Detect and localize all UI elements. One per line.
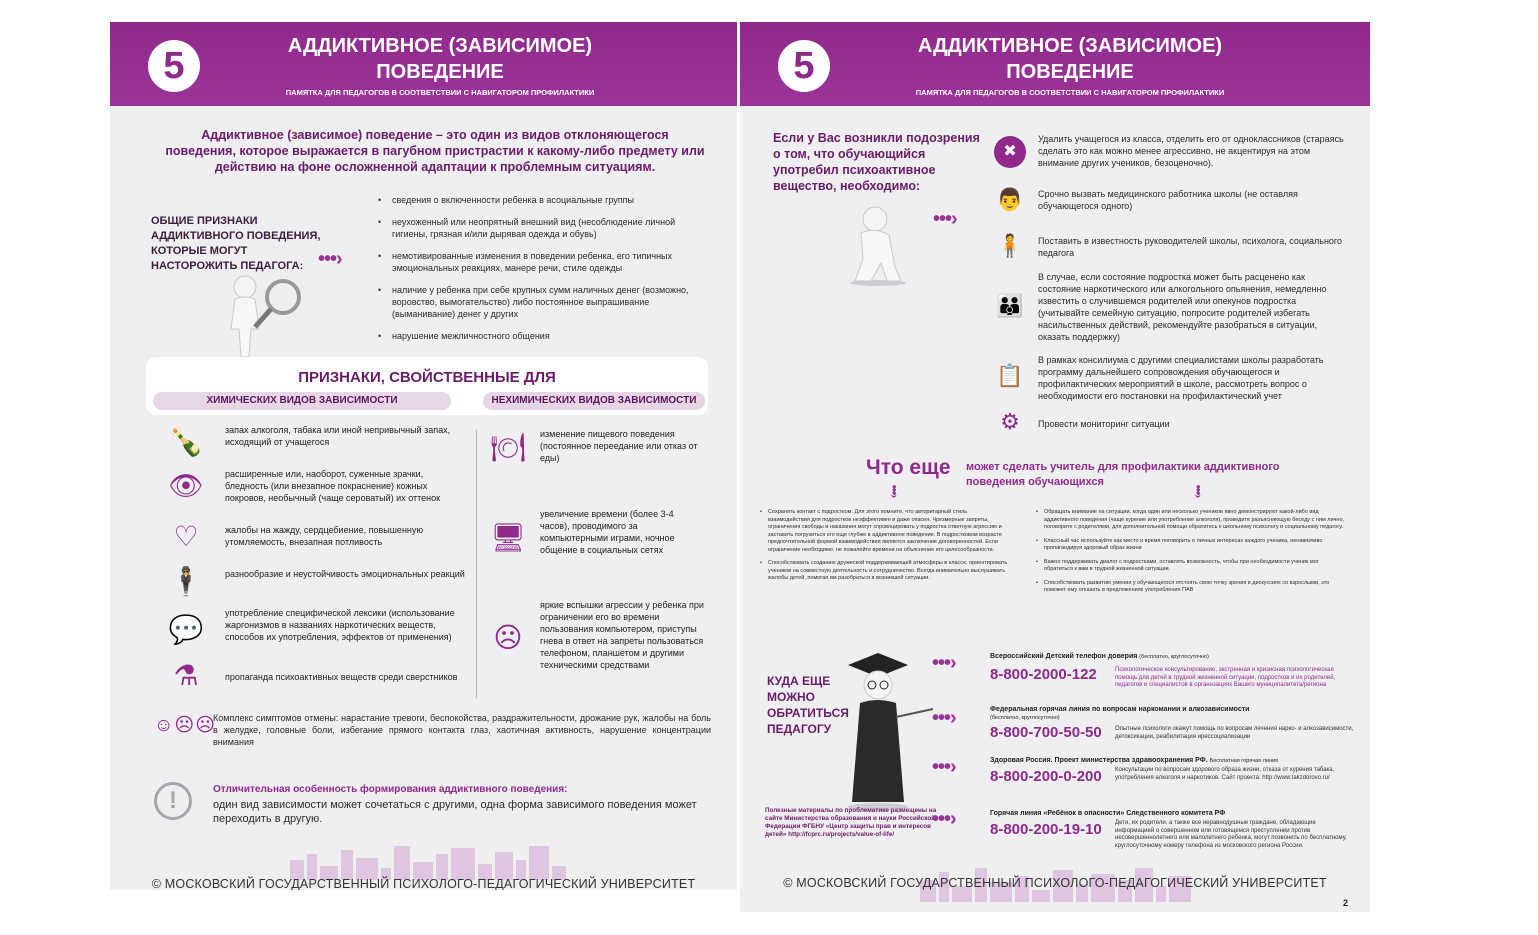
hotline-name: Здоровая Россия. Проект министерства здравоохранения РФ. (990, 757, 1208, 764)
list-item: • наличие у ребенка при себе крупных сумм наличных денег (возможно, воровство, вымогательство) либо постоянное выпрашивание (выманивание) денег у других (378, 284, 708, 320)
dotted-arrow-icon: •••› (932, 808, 956, 830)
down-arrow-icon: •••› (1191, 484, 1206, 498)
tips-right (1036, 509, 1346, 601)
hotline-desc: Дети, их родители, а также все неравнодушные граждане, обладающие информацией о совершенном или готовящемся преступлении против несовершеннолетнего или малолетнего ребенка, могут позвонить по бесплатному, круглосуточному номеру телефона из московского региона России. (1115, 820, 1347, 849)
doctor-icon: 👨 (996, 187, 1024, 212)
hotline-desc: Консультации по вопросам здорового образа жизни, отказа от курения табака, употребления алкоголя и наркотиков. Сайт проекта: http://www.takzdorovo.ru/ (1115, 767, 1335, 781)
list-item: • Обращать внимание на ситуации, когда один или несколько учеников явно демонстрируют какой-либо вид аддиктивного поведения (чаще курение или употребление алкоголя), проведите разъясняющую беседу с ним лично, поговорите с родителями, для дополнительной помощи обратитесь к школьному психологу и социальному педагогу. (1036, 509, 1346, 532)
list-item: • Важно поддерживать диалог с подростками, оставлять возможность, чтобы при необходимости ученик мог обратиться к вам в трудной жизненной ситуации. (1036, 559, 1346, 574)
where-title: КУДА ЕЩЕ МОЖНО ОБРАТИТЬСЯ ПЕДАГОГУ (767, 674, 849, 736)
left-title-line1: АДДИКТИВНОЕ (ЗАВИСИМОЕ) (287, 35, 593, 57)
chem-sign: расширенные или, наоборот, суженные зрачки, бледность (или внезапное покраснение) кожных покровов, необычный (чаще сероватый) их оттенок (225, 469, 441, 503)
nonchem-sign: изменение пищевого поведения (постоянное переедание или отказ от еды) (540, 429, 698, 463)
right-footer: © МОСКОВСКИЙ ГОСУДАРСТВЕННЫЙ ПСИХОЛОГО-ПЕДАГОГИЧЕСКИЙ УНИВЕРСИТЕТ (783, 876, 1327, 890)
person-icon: 🕴 (168, 566, 204, 597)
divider (476, 430, 477, 698)
checklist-icon: 📋 (996, 363, 1024, 388)
list-item: • сведения о включенности ребенка в асоциальные группы (378, 194, 708, 206)
channel5-logo: 5 (778, 40, 830, 92)
feature-title: Отличительная особенность формирования аддиктивного поведения: (213, 784, 568, 795)
hotline-note: (бесплатно, круглосуточно) (990, 715, 1060, 721)
graduate-figure-illustration (838, 647, 933, 812)
withdrawal-text: Комплекс симптомов отмены: нарастание тревоги, беспокойства, раздражительности, дрожание рук, жалобы на боль в желудке, головные боли, избегание прямого контакта глаз, хаотичная активность, нарушение концентрации внимания (213, 713, 711, 747)
chem-sign: пропаганда психоактивных веществ среди сверстников (225, 672, 458, 682)
exclamation-icon: ! (154, 782, 192, 820)
left-title-line2: ПОВЕДЕНИЕ (376, 61, 504, 83)
computer-icon: 🖥 (490, 522, 526, 553)
bottle-icon: 🍾 (168, 426, 204, 457)
right-title-line2: ПОВЕДЕНИЕ (1006, 61, 1134, 83)
family-icon: 👪 (996, 293, 1024, 318)
nonchem-sign: увеличение времени (более 3-4 часов), проводимого за компьютерными играми, ночное общение в социальных сетях (540, 509, 675, 555)
down-arrow-icon: •••› (887, 484, 902, 498)
list-item: • Сохранять контакт с подростком. Для этого помните, что авторитарный стиль взаимодействия для подростков неэффективен и даже опасен. Чрезмерные запреты, ограничения свободы и наказания могут спровоцировать у подростка ответную агрессию и заставить погрузиться его еще глубже в аддиктивное поведение. В подростковом возрасте предпочтительной формой взаимодействия является заключение договоренностей. Если ограничение необходимо, не пожалейте времени на объяснение его целесообразности. (760, 509, 1010, 554)
heart-icon: ♡ (173, 521, 199, 552)
flask-icon: ⚗ (173, 660, 199, 691)
hotline-note: Бесплатная горячая линия (1209, 758, 1279, 764)
hotline-name: Федеральная горячая линия по вопросам наркомании и алкозависимости (990, 706, 1250, 713)
sitting-figure-illustration (843, 197, 913, 287)
action-step: Удалить учащегося из класса, отделить его от одноклассников (стараясь сделать это как можно менее агрессивно, не акцентируя на этом внимание других учеников, безоценочно). (1038, 134, 1344, 168)
speech-icon: 💬 (168, 614, 204, 645)
hotline (990, 756, 1335, 785)
feature-block (213, 784, 708, 826)
right-header (740, 22, 1370, 106)
dotted-arrow-icon: •••› (933, 208, 957, 230)
magnifier-figure-illustration (205, 267, 315, 367)
list-item: • Классный час используйте как место и время поговорить о личных интересах каждого ученика, ненавязчиво пропагандируя здоровый образ жизни (1036, 538, 1346, 553)
teacher-icon: 🧍 (996, 233, 1024, 258)
chem-sign: запах алкоголя, табака или иной непривычный запах, исходящий от учащегося (225, 425, 451, 447)
right-title-line1: АДДИКТИВНОЕ (ЗАВИСИМОЕ) (917, 35, 1223, 57)
channel5-logo: 5 (148, 40, 200, 92)
monitor-gear-icon: ⚙ (1000, 409, 1020, 434)
what-else-title: Что еще (866, 456, 951, 479)
close-icon: ✖ (994, 136, 1026, 168)
eye-icon: 👁 (168, 470, 204, 501)
materials-text: Полезные материалы по проблематике размещены на сайте Министерства образования и науки Российской Федерации ФГБНУ «Центр защиты прав и интересов детей» http://fcprc.ru/projects/value-of-life/ (765, 807, 937, 838)
dotted-arrow-icon: •••› (318, 248, 342, 270)
hotline (990, 809, 1347, 849)
chemical-header: ХИМИЧЕСКИХ ВИДОВ ЗАВИСИМОСТИ (153, 392, 451, 410)
hotline-phone[interactable]: 8-800-700-50-50 (990, 724, 1102, 741)
action-step: В рамках консилиума с другими специалистами школы разработать программу дальнейшего сопровождения обучающегося и профилактических мероприятий в школе, рассмотреть вопрос о необходимости его постановки на профилактический учет (1038, 355, 1324, 401)
tips-left (760, 509, 1010, 589)
hotline-phone[interactable]: 8-800-200-0-200 (990, 768, 1102, 785)
action-step: Провести мониторинг ситуации (1038, 419, 1170, 429)
hotline-name: Всероссийский Детский телефон доверия (990, 653, 1138, 660)
signs-title: ПРИЗНАКИ, СВОЙСТВЕННЫЕ ДЛЯ (298, 369, 556, 386)
common-signs-title: ОБЩИЕ ПРИЗНАКИ АДДИКТИВНОГО ПОВЕДЕНИЯ, КОТОРЫЕ МОГУТ НАСТОРОЖИТЬ ПЕДАГОГА: (151, 215, 321, 272)
hotline-phone[interactable]: 8-800-2000-122 (990, 666, 1097, 683)
left-subtitle: ПАМЯТКА ДЛЯ ПЕДАГОГОВ В СООТВЕТСТВИИ С НАВИГАТОРОМ ПРОФИЛАКТИКИ (285, 88, 595, 97)
action-step: Поставить в известность руководителей школы, психолога, социального педагога (1038, 236, 1343, 258)
right-subtitle: ПАМЯТКА ДЛЯ ПЕДАГОГОВ В СООТВЕТСТВИИ С НАВИГАТОРОМ ПРОФИЛАКТИКИ (915, 88, 1225, 97)
dotted-arrow-icon: •••› (932, 707, 956, 729)
dotted-arrow-icon: •••› (932, 652, 956, 674)
common-signs-list (378, 194, 708, 352)
list-item: • Способствовать развитию умения у обучающегося отстоять свою точку зрения в дискуссиях со взрослыми, это поможет ему отказать в предложениях употребления ПАВ (1036, 580, 1346, 595)
page-number: 2 (1342, 898, 1348, 908)
what-else-subtitle: может сделать учитель для профилактики аддиктивного поведения обучающихся (966, 461, 1280, 488)
angry-face-icon: ☹ (493, 622, 523, 653)
chem-sign: жалобы на жажду, сердцебиение, повышенную утомляемость, внезапная потливость (225, 525, 424, 547)
action-step: Срочно вызвать медицинского работника школы (не оставляя обучающегося одного) (1038, 189, 1298, 211)
faces-icon: ☺☹☹ (154, 715, 217, 736)
list-item: • немотивированные изменения в поведении ребенка, его типичных эмоциональных реакциях, манере речи, стиле одежды (378, 250, 708, 274)
chem-sign: разнообразие и неустойчивость эмоциональных реакций (225, 569, 465, 579)
hotline-desc: Опытные психологи окажут помощь по вопросам лечения нарко- и алкозависимости, детоксикации, реабилитация ирессоциализации (1115, 726, 1354, 740)
dotted-arrow-icon: •••› (932, 756, 956, 778)
list-item: • нарушение межличностного общения (378, 330, 708, 342)
hotline-note: (бесплатно, круглосуточно) (1139, 654, 1209, 660)
nonchemical-header: НЕХИМИЧЕСКИХ ВИДОВ ЗАВИСИМОСТИ (483, 392, 705, 410)
nonchem-sign: яркие вспышки агрессии у ребенка при ограничении его во времени пользования компьютером, приступы гнева в ответ на запреты пользоваться телефоном, планшетом и другими техническими средствами (540, 600, 704, 670)
hotline (990, 652, 1336, 688)
left-footer: © МОСКОВСКИЙ ГОСУДАРСТВЕННЫЙ ПСИХОЛОГО-ПЕДАГОГИЧЕСКИЙ УНИВЕРСИТЕТ (151, 877, 696, 890)
hotline-desc: Психологическое консультирование, экстренная и кризисная психологическая помощь для детей в трудной жизненной ситуации, подростков и их родителей, педагогов и специалистов в организациях Вашего муниципалитета/региона (1115, 667, 1336, 688)
hotline-phone[interactable]: 8-800-200-19-10 (990, 821, 1102, 838)
plate-icon: 🍽 (490, 432, 526, 463)
feature-text: один вид зависимости может сочетаться с другими, одна форма зависимого поведения может переходить в другую. (213, 799, 697, 825)
city-skyline-decoration (290, 844, 566, 880)
list-item: • Способствовать созданию дружеской поддерживающей атмосферы в классе, ориентировать учеников на совместную деятельность и сотрудничество. Всегда внимательно выслушивать жалобы детей, помогая им разобраться в возникшей ситуации. (760, 560, 1010, 583)
left-header (110, 22, 737, 106)
intro-text: Аддиктивное (зависимое) поведение – это один из видов отклоняющегося поведения, которое выражается в пагубном пристрастии к какому-либо предмету или действию на фоне осложненной адаптации к проблемным ситуациям. (165, 128, 705, 174)
right-page (740, 22, 1370, 912)
hotline (990, 705, 1354, 741)
action-step: В случае, если состояние подростка может быть расценено как состояние наркотического или алкогольного опьянения, немедленно известить о случившемся родителей или опекунов подростка (учитывайте семейную ситуацию, попросите родителей избегать насильственных действий, рекомендуйте разобраться в ситуации, оказать поддержку) (1038, 272, 1327, 342)
suspicion-question: Если у Вас возникли подозрения о том, что обучающийся употребил психоактивное вещество, необходимо: (773, 131, 980, 193)
list-item: • неухоженный или неопрятный внешний вид (несоблюдение личной гигиены, грязная и/или дырявая одежда и обувь) (378, 216, 708, 240)
chem-sign: употребление специфической лексики (использование жаргонизмов в названиях наркотических веществ, способов их употребления, эффектов от применения) (225, 608, 455, 642)
left-page (110, 22, 737, 890)
hotline-name: Горячая линия «Ребёнок в опасности» Следственного комитета РФ (990, 810, 1226, 817)
